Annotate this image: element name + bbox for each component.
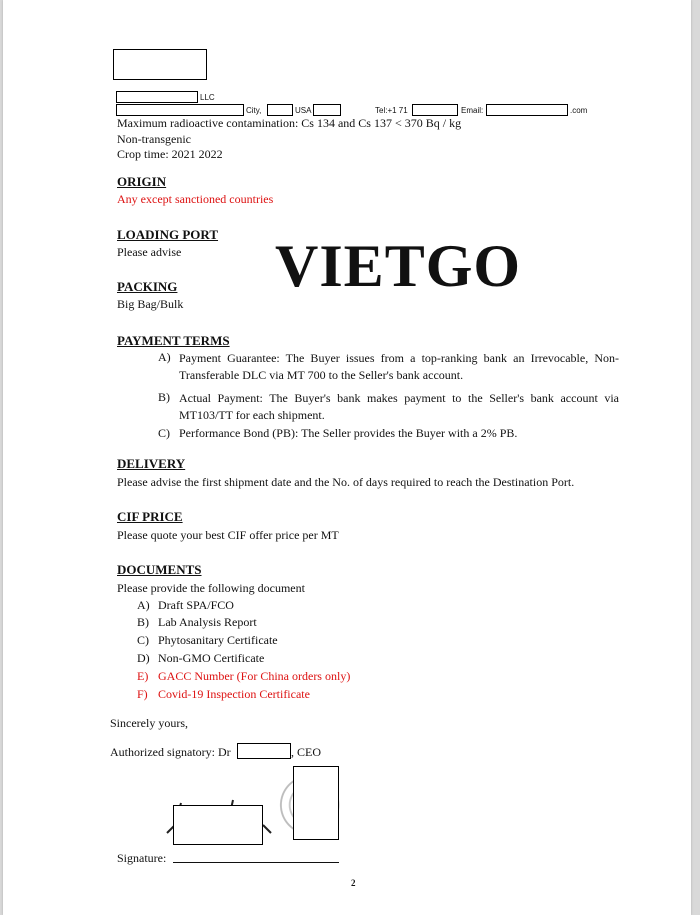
document-page [3,0,691,915]
llc-suffix: LLC [200,93,215,102]
redacted-seal-detail [293,766,339,840]
document-item-marker: A) [137,598,150,612]
payment-item-text: Payment Guarantee: The Buyer issues from a top-ranking bank an Irrevocable, Non-Transferable DLC via MT 700 to the Seller's bank account. [179,351,619,382]
vietgo-watermark: VIETGO [275,233,522,299]
payment-item-text: Performance Bond (PB): The Seller provides the Buyer with a 2% PB. [179,426,518,440]
loading-port-text: Please advise [117,245,182,259]
tel-label: Tel:+1 71 [375,106,408,115]
payment-item-text: Actual Payment: The Buyer's bank makes payment to the Seller's bank account via MT103/TT for each shipment. [179,391,619,422]
redacted-address [116,104,244,116]
redacted-zip [313,104,341,116]
document-item-text: GACC Number (For China orders only) [158,669,351,683]
redacted-email [486,104,568,116]
document-item-text: Draft SPA/FCO [158,598,234,612]
sincerely-line: Sincerely yours, [110,716,188,730]
documents-intro: Please provide the following document [117,581,305,595]
origin-heading: ORIGIN [117,174,167,189]
document-item-marker: E) [137,669,149,683]
signature-line [173,862,339,863]
document-item-marker: B) [137,615,149,629]
packing-heading: PACKING [117,279,178,294]
cif-price-text: Please quote your best CIF offer price per MT [117,528,339,542]
signature-label: Signature: [117,851,167,865]
delivery-heading: DELIVERY [117,456,186,471]
email-label: Email: [461,106,484,115]
signatory-suffix: , CEO [291,745,321,759]
document-item-marker: F) [137,687,148,701]
redacted-city [267,104,293,116]
document-item-marker: C) [137,633,149,647]
cif-price-heading: CIF PRICE [117,509,183,524]
page-number: 2 [351,878,356,888]
payment-item-marker: C) [158,426,170,440]
document-item-marker: D) [137,651,150,665]
redacted-phone [412,104,458,116]
redacted-signatory-name [237,743,291,759]
country-label: USA [295,106,312,115]
city-label: City, [246,106,262,115]
document-item-text: Phytosanitary Certificate [158,633,278,647]
intro-line: Maximum radioactive contamination: Cs 134 and Cs 137 < 370 Bq / kg [117,116,462,130]
redacted-signature [173,805,263,845]
payment-item-marker: B) [158,390,170,404]
email-domain: .com [570,106,588,115]
intro-line: Crop time: 2021 2022 [117,147,223,161]
redacted-logo-box [113,49,207,80]
delivery-text: Please advise the first shipment date and the No. of days required to reach the Destination Port. [117,475,575,489]
payment-terms-heading: PAYMENT TERMS [117,333,230,348]
loading-port-heading: LOADING PORT [117,227,219,242]
document-item-text: Non-GMO Certificate [158,651,265,665]
documents-heading: DOCUMENTS [117,562,202,577]
document-item-text: Covid-19 Inspection Certificate [158,687,310,701]
intro-line: Non-transgenic [117,132,191,146]
signatory-prefix: Authorized signatory: Dr [110,745,231,759]
packing-text: Big Bag/Bulk [117,297,184,311]
origin-text: Any except sanctioned countries [117,192,274,206]
redacted-company-name [116,91,198,103]
document-item-text: Lab Analysis Report [158,615,257,629]
payment-item-marker: A) [158,350,171,364]
